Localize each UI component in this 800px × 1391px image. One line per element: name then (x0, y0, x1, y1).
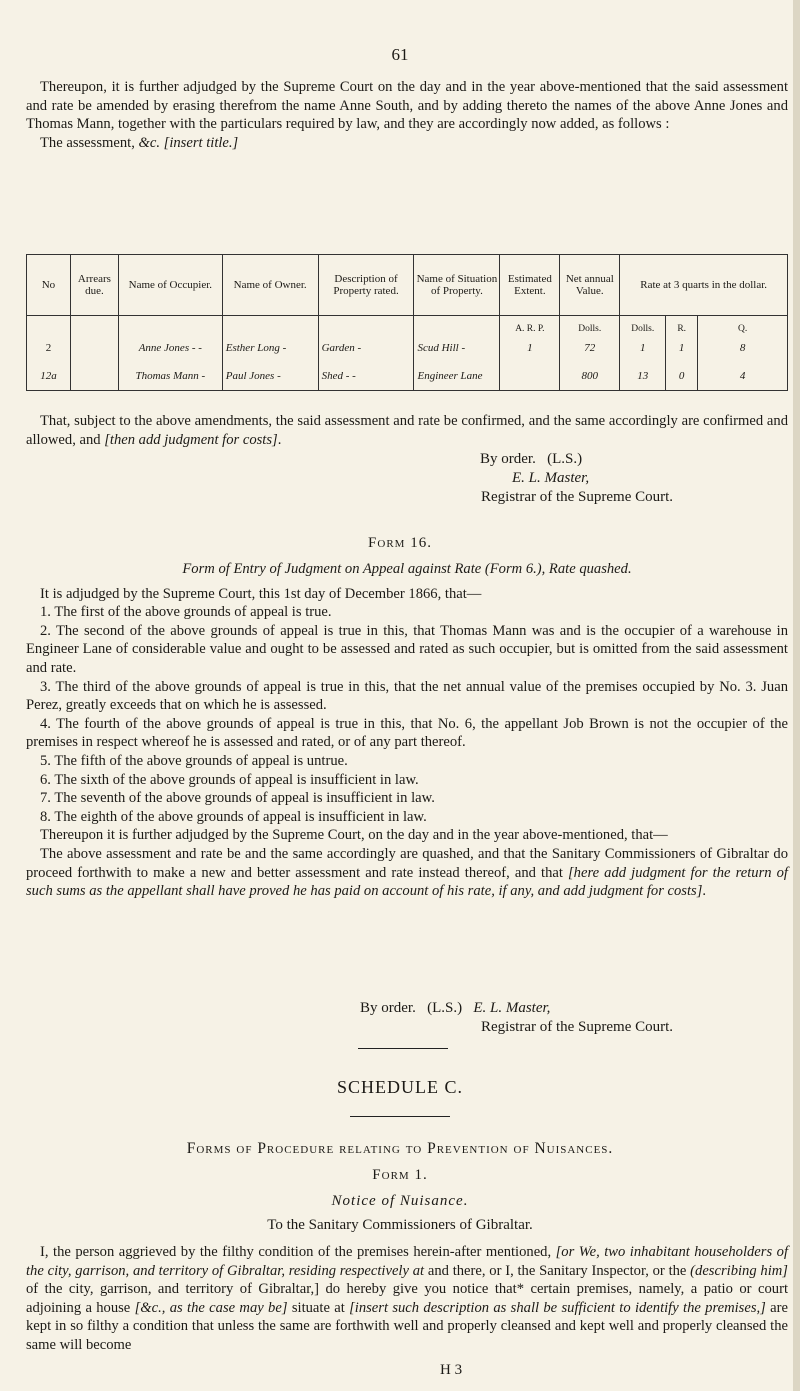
unit-r: R. (666, 316, 698, 335)
ground-2: 2. The second of the above grounds of appeal is true in this, that Thomas Mann was and is the occupier of a warehouse in Engineer Lane of considerable value and ought to be assessed and rated as such occupier, but is omitted from the said assessment and rate. (26, 622, 788, 676)
header-situation: Name of Situation of Property. (414, 255, 500, 316)
header-description: Description of Property rated. (318, 255, 414, 316)
header-owner: Name of Owner. (222, 255, 318, 316)
assessment-insert: [insert title.] (163, 134, 239, 151)
cell-situation: Engineer Lane (414, 362, 500, 391)
cell-dolls: 13 (620, 362, 666, 391)
ground-1: 1. The first of the above grounds of appeal is true. (40, 604, 332, 621)
cell-occupier: Thomas Mann - (118, 362, 222, 391)
cell-description: Shed - - (318, 362, 414, 391)
unit-net: Dolls. (560, 316, 620, 335)
confirmation-block (26, 412, 788, 449)
form16-intro: It is adjudged by the Supreme Court, this 1st day of December 1866, that— (40, 585, 482, 602)
assessment-etc: &c. (138, 134, 160, 151)
notice-heading: Notice of Nuisance. (331, 1193, 469, 1209)
cell-dolls: 1 (620, 334, 666, 362)
table-units-row (27, 316, 788, 335)
header-extent: Estimated Extent. (500, 255, 560, 316)
header-occupier: Name of Occupier. (118, 255, 222, 316)
form16-thereupon: Thereupon it is further adjudged by the Supreme Court, on the day and in the year above-mentioned, that— (40, 827, 668, 844)
registrar-1: Registrar of the Supreme Court. (481, 489, 674, 505)
cell-occupier: Anne Jones - - (118, 334, 222, 362)
cell-net: 800 (560, 362, 620, 391)
cell-q: 4 (698, 362, 788, 391)
header-rate: Rate at 3 quarts in the dollar. (620, 255, 788, 316)
intro-block (26, 78, 788, 152)
cell-arrears (70, 334, 118, 362)
cell-net: 72 (560, 334, 620, 362)
registrar-2: Registrar of the Supreme Court. (481, 1019, 674, 1035)
cell-no: 12a (27, 362, 71, 391)
assessment-label: The assessment, (40, 134, 139, 151)
cell-extent (500, 362, 560, 391)
notice-body (26, 1243, 788, 1355)
ground-3: 3. The third of the above grounds of appeal is true in this, that the net annual value of the premises occupied by No. 3. Juan Perez, greatly exceeds that on which he is assessed. (26, 678, 788, 714)
cell-r: 0 (666, 362, 698, 391)
ground-7: 7. The seventh of the above grounds of appeal is insufficient in law. (40, 790, 435, 807)
master-1: E. L. Master, (512, 470, 590, 486)
table-row (27, 334, 788, 362)
header-arrears: Arrears due. (70, 255, 118, 316)
cell-r: 1 (666, 334, 698, 362)
assessment-line (26, 134, 788, 153)
divider-rule (358, 1048, 448, 1049)
table-header-row (27, 255, 788, 316)
form16-heading: Form 16. (368, 535, 432, 551)
cell-extent: 1 (500, 334, 560, 362)
ground-8: 8. The eighth of the above grounds of appeal is insufficient in law. (40, 808, 427, 825)
cell-owner: Paul Jones - (222, 362, 318, 391)
form1-heading: Form 1. (372, 1167, 428, 1183)
unit-q: Q. (698, 316, 788, 335)
divider-rule-2 (350, 1116, 450, 1117)
ground-4: 4. The fourth of the above grounds of appeal is true in this, that No. 6, the appellant Job Brown is not the occupier of the premises in respect whereof he is assessed and rated, or of any part thereof. (26, 715, 788, 751)
ground-5: 5. The fifth of the above grounds of appeal is untrue. (40, 752, 348, 769)
cell-situation: Scud Hill - (414, 334, 500, 362)
cell-q: 8 (698, 334, 788, 362)
cell-description: Garden - (318, 334, 414, 362)
forms-heading: Forms of Procedure relating to Prevention of Nuisances. (186, 1140, 614, 1157)
cell-owner: Esther Long - (222, 334, 318, 362)
schedule-title: SCHEDULE C. (336, 1077, 463, 1097)
cell-arrears (70, 362, 118, 391)
intro-paragraph: Thereupon, it is further adjudged by the Supreme Court on the day and in the year above-mentioned that the said assessment and rate be amended by erasing therefrom the name Anne South, and by adding thereto the names of the above Anne Jones and Thomas Mann, together with the particulars required by law, and they are accordingly now added, as follows : (26, 79, 788, 133)
page-number: 61 (391, 45, 409, 64)
by-order-1: By order. (L.S.) (480, 451, 583, 467)
cell-no: 2 (27, 334, 71, 362)
unit-extent: A. R. P. (500, 316, 560, 335)
by-order-2: By order. (L.S.) E. L. Master, (360, 1000, 551, 1016)
notice-to: To the Sanitary Commissioners of Gibraltar. (267, 1217, 533, 1233)
header-no: No (27, 255, 71, 316)
assessment-table (26, 254, 788, 391)
notice-paragraph: I, the person aggrieved by the filthy condition of the premises herein-after mentioned, [or We, two inhabitant householders of the city, garrison, and territory of Gibraltar, residing respectively at and there, or I, the Sanitary Inspector, or the (describing him] of the city, garrison, and territory of Gibraltar,] do hereby give you notice that* certain premises, namely, a patio or court adjoining a house [&c., as the case may be] situate at [insert such description as shall be sufficient to identify the premises,] are kept in so filthy a condition that unless the same are forthwith well and properly cleansed and kept well and properly cleansed the same will become (26, 1244, 788, 1353)
table-row (27, 362, 788, 391)
header-net-value: Net annual Value. (560, 255, 620, 316)
form16-subtitle: Form of Entry of Judgment on Appeal against Rate (Form 6.), Rate quashed. (182, 561, 632, 577)
confirmation-paragraph: That, subject to the above amendments, the said assessment and rate be confirmed, and the same accordingly are confirmed and allowed, and [then add judgment for costs]. (26, 413, 788, 448)
unit-dolls: Dolls. (620, 316, 666, 335)
signature-mark: H 3 (440, 1362, 463, 1378)
form16-quash: The above assessment and rate be and the same accordingly are quashed, and that the Sanitary Commissioners of Gibraltar do proceed forthwith to make a new and better assessment and rate instead thereof, and that [here add judgment for the return of such sums as the appellant shall have proved he has paid on account of his rate, if any, and add judgment for costs]. (26, 845, 788, 900)
ground-6: 6. The sixth of the above grounds of appeal is insufficient in law. (40, 771, 419, 788)
form16-block (26, 560, 788, 901)
